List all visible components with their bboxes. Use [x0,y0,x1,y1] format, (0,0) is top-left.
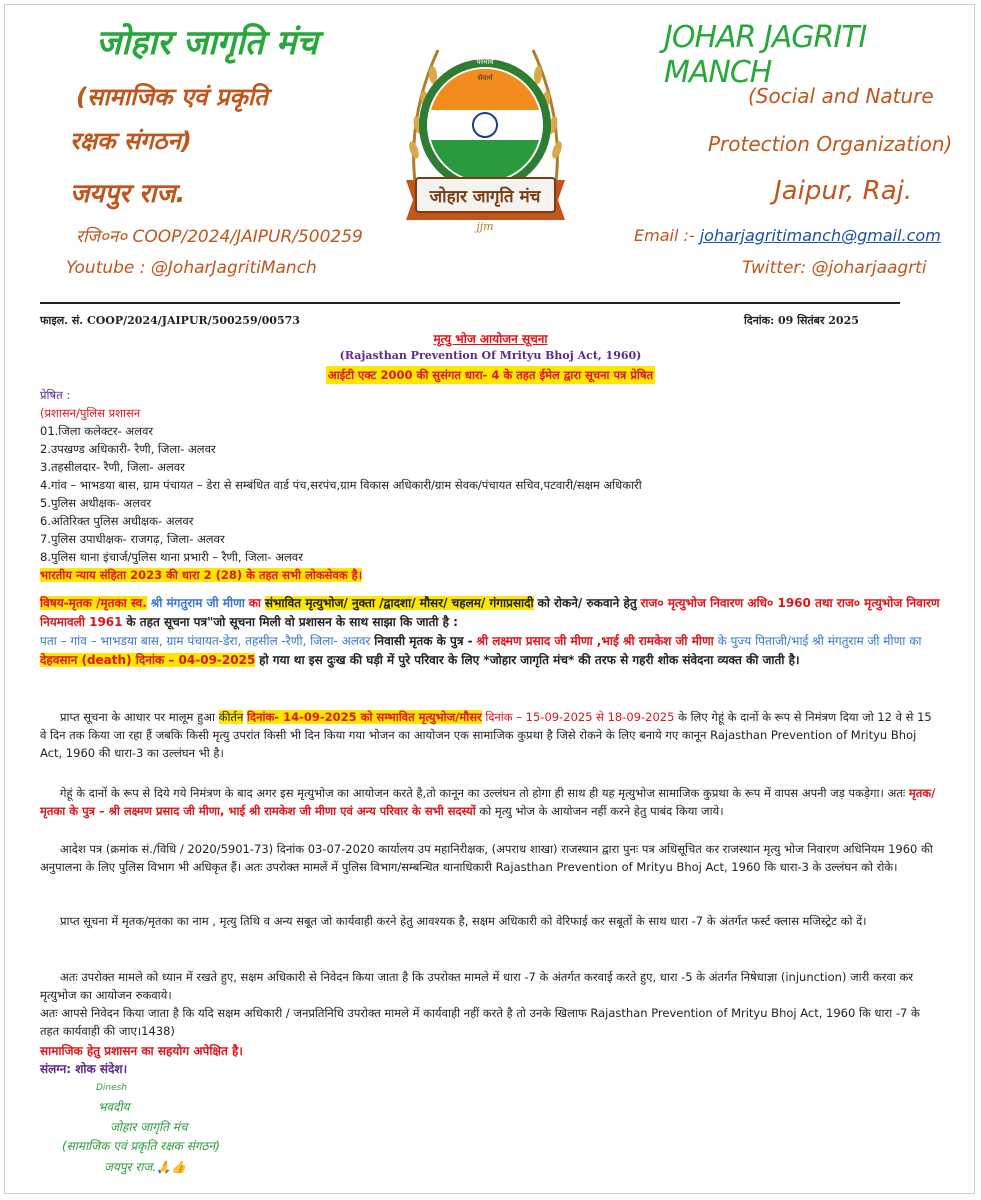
org-tagline-hindi-1: (सामाजिक एवं प्रकृति [76,83,268,111]
para-action: अतः आपसे निवेदन किया जाता है कि यदि सक्षम अधिकारी / जनप्रतिनिधि उपरोक्त मामले में कार्यवाही नहीं करते है तो उनके खिलाफ Rajasthan Prevention of Mrityu Bhoj Act, 1960 कि धारा -7 के तहत कार्यवाही की जाए।1438) [40,1006,920,1038]
email-label: Email :- [634,226,695,245]
para-text: प्राप्त सूचना के आधार पर मालूम हुआ [60,710,215,724]
address-text: पता – गांव – भाभडया बास, ग्राम पंचायत-डेरा, तहसील -रैणी, जिला- अलवर [40,634,371,648]
recipient-item: 8.पुलिस थाना इंचार्ज/पुलिस थाना प्रभारी – रैणी, जिला- अलवर [40,550,303,564]
para-request: अतः उपरोक्त मामले को ध्यान में रखते हुए, सक्षम अधिकारी से निवेदन किया जाता है कि उपरोक्त मामले में धारा -7 के अंतर्गत करवाई करते हुए, धारा -5 के अंतर्गत निषेधाज्ञा (injunction) जारी करवा कर मृत्युभोज का आयोजन रुकवाये। [40,970,914,1002]
org-tagline-english-1: (Social and Nature [748,84,934,108]
recipient-item: 4.गांव – भाभडया बास, ग्राम पंचायत – डेरा से सम्बंधित वार्ड पंच,सरपंच,ग्राम विकास अधिकारी/ग्राम सेवक/पंचायत सचिव,पटवारी/सक्षम अधिकारी [40,478,642,492]
org-name-english: JOHAR JAGRITI MANCH [664,20,867,90]
condolence-text: हो गया था इस दुःख की घड़ी में पुरे परिवार के लिए *जोहार जागृति मंच* की तरफ से गहरी शोक संवेदना व्यक्त की जाती है। [259,653,800,667]
logo-top-text-2: सेवार्थ [477,74,493,82]
sign-org: जोहार जागृति मंच [110,1120,188,1134]
org-logo [398,30,573,245]
ceremony-types: संभावित मृत्युभोज/ नुक्ता /द्वादशा/ मौसर/ चहलम/ गंगाप्रसादी [264,596,534,610]
logo-banner-text: जोहार जागृति मंच [429,187,541,207]
logo-top-text: परमार्थ [476,58,494,66]
subject-text: को रोकने/ रुकवाने हेतु [537,596,637,610]
email-line [634,226,941,245]
act-subtitle: (Rajasthan Prevention Of Mrityu Bhoj Act, 1960) [339,349,642,362]
death-date: देहवसान (death) दिनांक – 04-09-2025 [40,653,256,667]
sign-closing: भवदीय [98,1100,130,1114]
org-tagline-hindi-2: रक्षक संगठन) [70,127,192,155]
subject-block [40,594,940,632]
org-name-hindi: जोहार जागृति मंच [96,23,318,63]
file-number: फाइल. सं. COOP/2024/JAIPUR/500259/00573 [40,314,300,327]
youtube-handle: Youtube : @JoharJagritiManch [66,258,317,278]
signature-scribble: Dinesh [96,1083,128,1093]
mrityubhoj-dates: दिनांक – 15-09-2025 से 18-09-2025 [485,710,675,724]
para-info [40,708,940,762]
recipient-item: 2.उपखण्ड अधिकारी- रैणी, जिला- अलवर [40,442,216,456]
kirtan-label: कीर्तन [218,710,244,724]
it-act-subtitle: आईटी एक्ट 2000 की सुसंगत धारा- 4 के तहत ईमेल द्वारा सूचना पत्र प्रेषित [327,368,654,382]
header-divider [40,302,900,304]
para-order: आदेश पत्र (क्रमांक सं./विधि / 2020/5901-73) दिनांक 03-07-2020 कार्यालय उप महानिरीक्षक, (अपराध शाखा) राजस्थान द्वारा पुनः पत्र अधिसूचित कर राजस्थान मृत्यु भोज निवारण अधिनियम 1960 की अनुपालना के लिए पुलिस विभाग भी अधिकृत हैं। अतः उपरोक्त मामलें में पुलिस विभाग/सम्बन्धित थानाधिकारी Rajasthan Prevention of Mrityu Bhoj Act, 1960 कि धारा-3 के उल्लंघन को रोके। [40,842,933,874]
recipient-item: 5.पुलिस अधीक्षक- अलवर [40,496,152,510]
kirtan-date: दिनांक- 14-09-2025 को सम्भावित मृत्युभोज/मौसर [247,710,482,724]
to-group: (प्रशासन/पुलिस प्रशासन [40,406,141,420]
registration-number: रजि०न० COOP/2024/JAIPUR/500259 [76,227,363,247]
recipients-block [40,386,940,584]
para-evidence: प्राप्त सूचना में मृतक/मृतका का नाम , मृत्यु तिथि व अन्य सबूत जो कार्यवाही करने हेतु आवश्यक है, सक्षम अधिकारी को वेरिफाई कर सबूतों के साथ धारा -7 के अंतर्गत फर्स्ट क्लास मजिस्ट्रेट को दें। [60,914,867,928]
recipient-item: 6.अतिरिक्त पुलिस अधीक्षक- अलवर [40,514,194,528]
to-label: प्रेषित : [40,388,71,402]
org-tagline-english-2: Protection Organization) [708,132,953,156]
para-invite [40,784,940,820]
recipient-item: 3.तहसीलदार- रैणी, जिला- अलवर [40,460,185,474]
deceased-name: श्री मंगतुराम जी मीणा का [812,634,922,648]
subject-text: के तहत सूचना पत्र"जो सूचना मिली वो प्रशासन के साथ साझा कि जाती है : [126,615,458,629]
sign-city: जयपुर राज.🙏👍 [104,1160,187,1174]
title-block [0,330,981,384]
twitter-handle: Twitter: @joharjaagrti [742,258,927,278]
para-text: गेहूं के दानों के रूप से दिये गये निमंत्रण के बाद अगर इस मृत्युभोज का आयोजन करते है,तो कानून का उल्लंघन तो होगा ही साथ ही यह मृत्युभोज सामाजिक कुप्रथा के रूप में वापस अपनी जड़ पकड़ेगा। अतः [60,786,906,800]
act-reference: राज० मृत्युभोज निवारण अधि० 1960 तथा राज० मृत्युभोज निवारण नियमावली 1961 [40,596,940,629]
address-text: निवासी मृतक के पुत्र - [374,634,473,648]
recipient-item: 01.जिला कलेक्टर- अलवर [40,424,154,438]
sons-names: श्री लक्ष्मण प्रसाद जी मीणा ,भाई श्री रामकेश जी मीणा [476,634,714,648]
recipient-item: 7.पुलिस उपाधीक्षक- राजगढ़, जिला- अलवर [40,532,225,546]
address-text: के पुज्य पिताजी/भाई [717,634,809,648]
sign-org-sub: (सामाजिक एवं प्रकृति रक्षक संगठन) [62,1139,220,1153]
para-text: को मृत्यु भोज के आयोजन नहीं करने हेतु पाबंद किया जाये। [479,804,724,818]
logo-initials: jjm [476,220,494,233]
para-text: के लिए गेहूं के दानों के रूप से निमंत्रण दिया जो 12 वे से 15 वे दिन तक किया जा रहा हैं जबकि किसी मृत्यु उपरांत किसी भी दिन किया गया भोजन का आयोजन एक सामाजिक कुप्रथा है जिसे रोकने के लिए बनाये गए कानून Rajasthan Prevention of Mrityu Bhoj Act, 1960 की धारा-3 का उल्लंघन भी है। [40,710,932,760]
family-names: मृतक/मृतका के पुत्र – श्री लक्ष्मण प्रसाद जी मीणा, भाई श्री रामकेश जी मीणा एवं अन्य परिवार के सभी सदस्यों [40,786,936,818]
city-hindi: जयपुर राज. [70,179,186,209]
notice-title: मृत्यु भोज आयोजन सूचना [433,332,548,346]
subject-prefix: विषय-मृतक /मृतका स्व. [40,596,147,610]
address-block [40,632,940,670]
deceased-name: श्री मंगतुराम जी मीणा [150,596,245,610]
letter-date: दिनांक: 09 सितंबर 2025 [744,314,859,327]
attachment-line: संलग्न: शोक संदेश। [40,1062,128,1076]
email-link[interactable]: joharjagritimanch@gmail.com [699,226,941,245]
appeal-line: सामाजिक हेतु प्रशासन का सहयोग अपेक्षित है। [40,1044,243,1058]
subject-text: का [248,596,262,610]
city-english: Jaipur, Raj. [774,176,913,206]
bns-line: भारतीय न्याय संहिता 2023 की धारा 2 (28) के तहत सभी लोकसेवक है। [40,568,363,582]
